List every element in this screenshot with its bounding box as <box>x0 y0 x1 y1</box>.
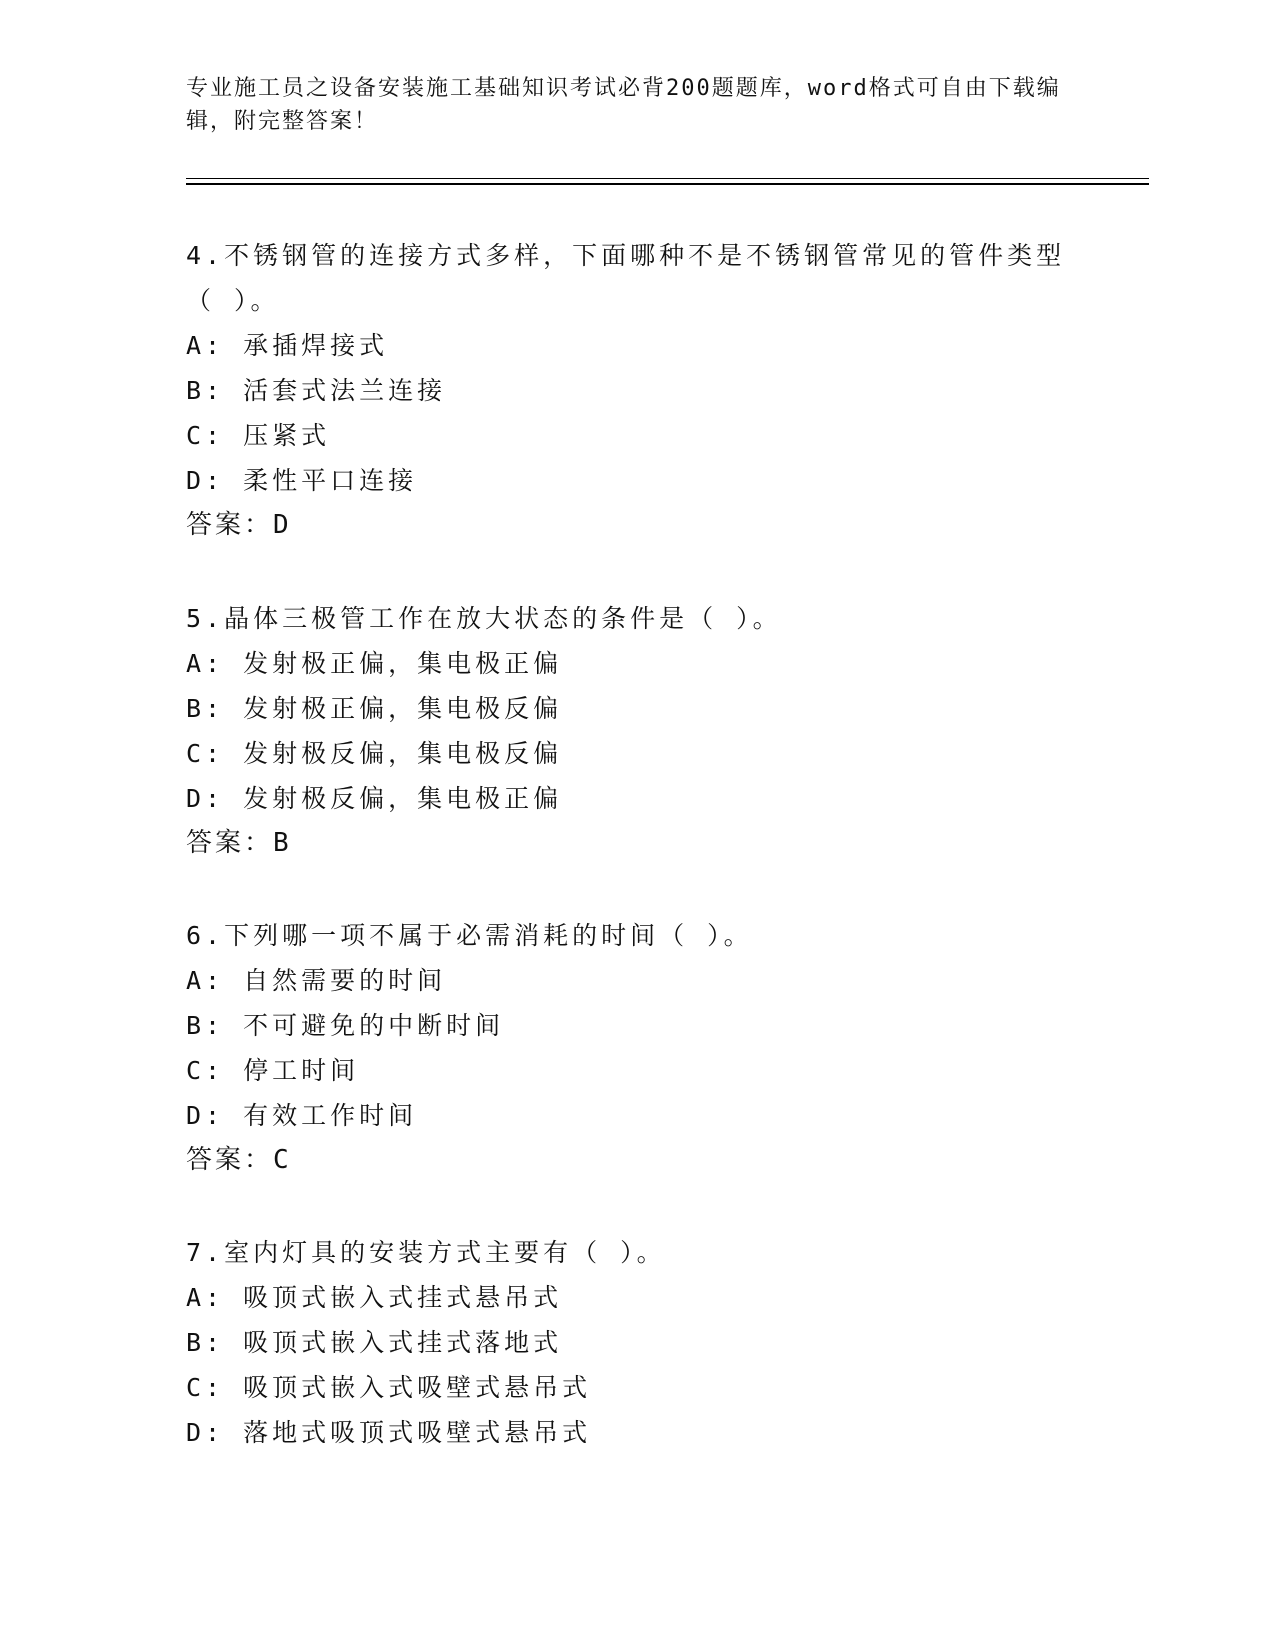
header-divider-top <box>186 178 1149 179</box>
option-label: B: <box>186 694 225 723</box>
option-text: 柔性平口连接 <box>243 466 418 495</box>
question-stem: 5.晶体三极管工作在放大状态的条件是（ ）。 <box>186 604 782 633</box>
option-label: C: <box>186 1056 225 1085</box>
option-label: B: <box>186 1011 225 1040</box>
option-label: D: <box>186 1101 225 1130</box>
option-label: A: <box>186 1283 225 1312</box>
question-stem-continuation: （ ）。 <box>186 286 280 315</box>
question-stem: 4.不锈钢管的连接方式多样，下面哪种不是不锈钢管常见的管件类型 <box>186 241 1066 270</box>
option-label: A: <box>186 966 225 995</box>
option-c <box>186 1048 1086 1093</box>
option-label: D: <box>186 1418 225 1447</box>
option-text: 承插焊接式 <box>243 331 389 360</box>
option-a <box>186 1275 1086 1320</box>
option-label: A: <box>186 331 225 360</box>
option-text: 不可避免的中断时间 <box>243 1011 505 1040</box>
option-c <box>186 731 1086 776</box>
option-c <box>186 1365 1086 1410</box>
option-b <box>186 686 1086 731</box>
option-label: A: <box>186 649 225 678</box>
option-text: 吸顶式嵌入式挂式落地式 <box>243 1328 563 1357</box>
answer-line: 答案：B <box>186 828 292 858</box>
option-d <box>186 776 1086 821</box>
option-d <box>186 458 1086 503</box>
option-text: 压紧式 <box>243 421 331 450</box>
option-d <box>186 1093 1086 1138</box>
option-text: 吸顶式嵌入式挂式悬吊式 <box>243 1283 563 1312</box>
document-header-title: 专业施工员之设备安装施工基础知识考试必背200题题库，word格式可自由下载编辑，附完整答案！ <box>186 76 1061 134</box>
question-stem: 7.室内灯具的安装方式主要有（ ）。 <box>186 1238 666 1267</box>
option-b <box>186 1003 1086 1048</box>
option-a <box>186 323 1086 368</box>
question-5 <box>186 596 1086 866</box>
option-text: 自然需要的时间 <box>243 966 447 995</box>
answer-line: 答案：C <box>186 1145 292 1175</box>
question-6 <box>186 913 1086 1183</box>
option-text: 吸顶式嵌入式吸壁式悬吊式 <box>243 1373 592 1402</box>
question-stem: 6.下列哪一项不属于必需消耗的时间（ ）。 <box>186 921 753 950</box>
option-text: 发射极反偏，集电极反偏 <box>243 739 563 768</box>
option-a <box>186 641 1086 686</box>
option-label: B: <box>186 376 225 405</box>
option-label: C: <box>186 421 225 450</box>
option-text: 活套式法兰连接 <box>243 376 447 405</box>
option-b <box>186 1320 1086 1365</box>
option-label: C: <box>186 1373 225 1402</box>
option-label: B: <box>186 1328 225 1357</box>
option-text: 发射极正偏，集电极反偏 <box>243 694 563 723</box>
question-4 <box>186 233 1086 548</box>
option-text: 落地式吸顶式吸壁式悬吊式 <box>243 1418 592 1447</box>
option-d <box>186 1410 1086 1455</box>
option-label: D: <box>186 466 225 495</box>
option-label: D: <box>186 784 225 813</box>
option-b <box>186 368 1086 413</box>
option-text: 发射极正偏，集电极正偏 <box>243 649 563 678</box>
option-c <box>186 413 1086 458</box>
option-text: 有效工作时间 <box>243 1101 418 1130</box>
option-label: C: <box>186 739 225 768</box>
option-text: 停工时间 <box>243 1056 360 1085</box>
header-divider-bottom <box>186 183 1149 185</box>
question-7 <box>186 1230 1086 1455</box>
option-a <box>186 958 1086 1003</box>
answer-line: 答案：D <box>186 510 292 540</box>
option-text: 发射极反偏，集电极正偏 <box>243 784 563 813</box>
